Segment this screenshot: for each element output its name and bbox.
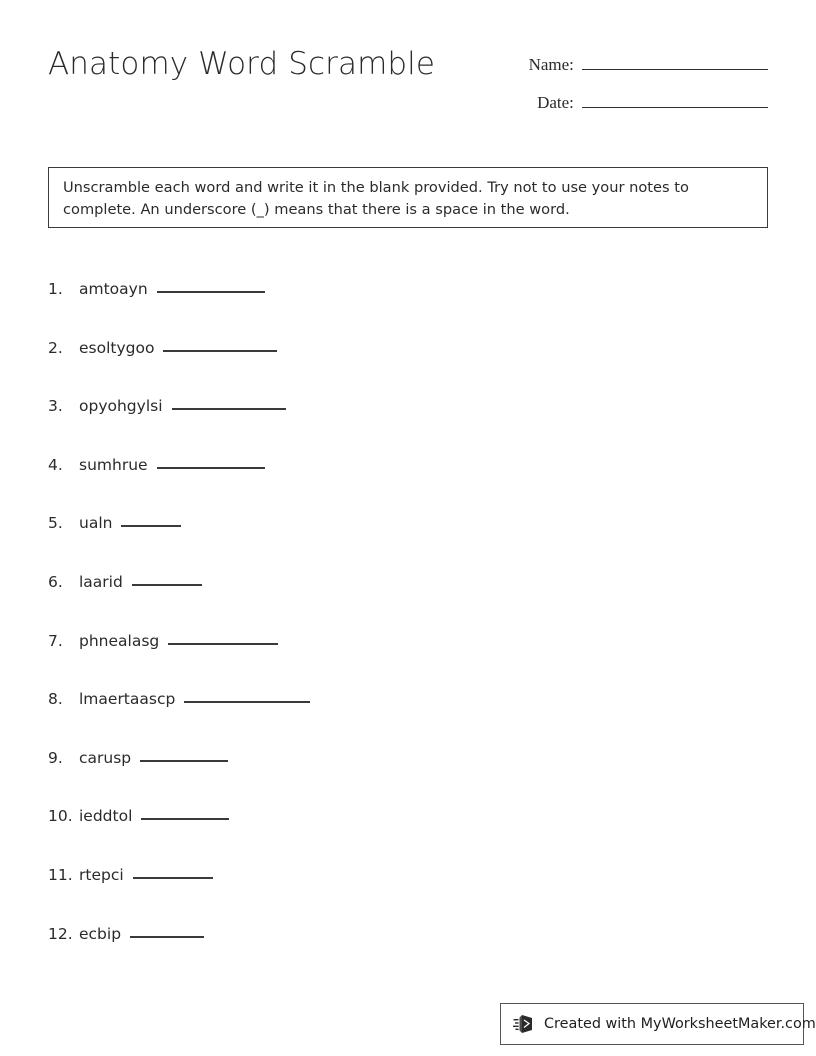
scramble-item — [48, 394, 286, 424]
instructions-box — [48, 167, 768, 228]
scramble-item — [48, 804, 229, 834]
page-title: Anatomy Word Scramble — [48, 46, 436, 82]
answer-blank[interactable] — [157, 452, 265, 469]
scrambled-word: lmaertaascp — [79, 690, 176, 709]
answer-blank[interactable] — [121, 510, 181, 527]
date-input[interactable] — [582, 90, 768, 108]
item-number: 11. — [48, 866, 73, 884]
instructions-text: Unscramble each word and write it in the blank provided. Try not to use your notes to complete. An underscore (_) means that there is a space in the word. — [63, 179, 689, 218]
item-number: 1. — [48, 280, 63, 298]
item-number: 10. — [48, 807, 73, 826]
scrambled-word: ualn — [79, 514, 113, 533]
scramble-item — [48, 687, 310, 717]
answer-blank[interactable] — [157, 276, 265, 293]
name-input[interactable] — [582, 52, 768, 70]
footer-text: Created with MyWorksheetMaker.com — [544, 1016, 816, 1032]
scrambled-word: carusp — [79, 748, 132, 767]
scramble-item — [48, 922, 204, 952]
scramble-item — [48, 277, 265, 307]
answer-blank[interactable] — [163, 335, 277, 352]
item-number: 2. — [48, 338, 63, 357]
scrambled-word: ecbip — [79, 924, 122, 943]
item-number: 9. — [48, 748, 63, 767]
scrambled-word: esoltygoo — [79, 338, 155, 357]
item-number: 8. — [48, 690, 63, 709]
scramble-item — [48, 336, 277, 366]
answer-blank[interactable] — [133, 862, 213, 879]
footer-badge[interactable] — [500, 1003, 816, 1045]
answer-blank[interactable] — [132, 569, 202, 586]
date-field-row — [508, 90, 768, 113]
item-number: 7. — [48, 631, 63, 650]
scrambled-word: laarid — [79, 573, 123, 591]
scramble-item — [48, 511, 181, 541]
item-number: 4. — [48, 455, 63, 474]
scramble-item — [48, 629, 278, 659]
scrambled-word: rtepci — [79, 866, 124, 884]
scrambled-word: phnealasg — [79, 631, 160, 650]
answer-blank[interactable] — [140, 745, 228, 762]
worksheet-maker-logo-icon — [513, 1013, 535, 1035]
scramble-item — [48, 746, 228, 776]
scramble-item — [48, 570, 202, 600]
scrambled-word: ieddtol — [79, 807, 133, 826]
item-number: 3. — [48, 397, 63, 416]
scrambled-word: opyohgylsi — [79, 397, 163, 416]
name-field-row — [508, 52, 768, 75]
answer-blank[interactable] — [168, 628, 278, 645]
answer-blank[interactable] — [172, 393, 286, 410]
name-label: Name: — [528, 55, 574, 74]
date-label: Date: — [537, 93, 574, 112]
worksheet-header — [0, 0, 816, 140]
scramble-item — [48, 453, 265, 483]
item-number: 12. — [48, 924, 73, 943]
scrambled-word: amtoayn — [79, 280, 148, 298]
item-number: 5. — [48, 514, 63, 533]
item-number: 6. — [48, 573, 63, 591]
answer-blank[interactable] — [184, 686, 310, 703]
answer-blank[interactable] — [141, 803, 229, 820]
answer-blank[interactable] — [130, 921, 204, 938]
scrambled-word: sumhrue — [79, 455, 148, 474]
scramble-item — [48, 863, 213, 893]
